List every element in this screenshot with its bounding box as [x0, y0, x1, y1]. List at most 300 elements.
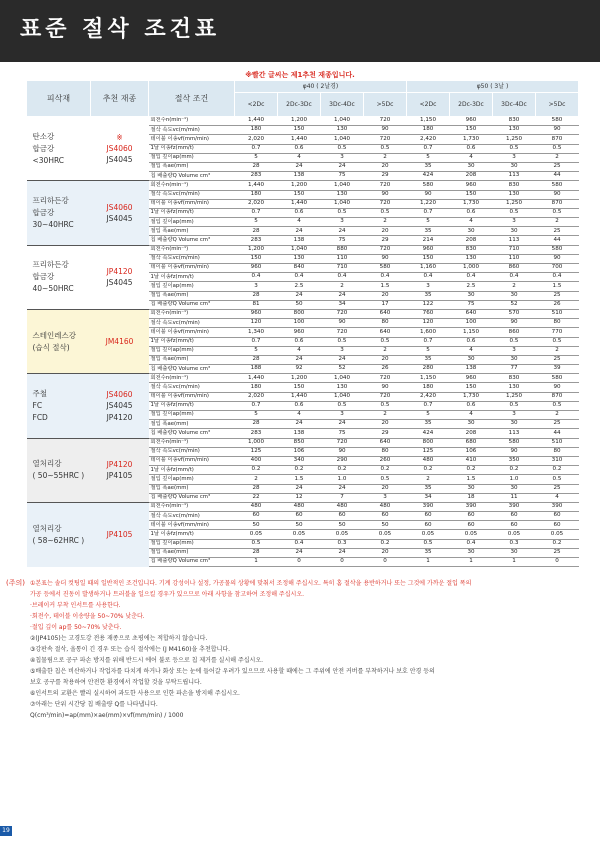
value-cell: 0.5 [536, 401, 579, 410]
condition-label: 절입 폭ae(mm) [149, 355, 235, 364]
note-5: ⑤배출한 칩은 비산하거나 작업자를 다치게 하거나 화상 또는 눈에 들어갈 우려가 있으므로 사용할 때에는 그 주위에 안전 커버를 부착하거나 보호 안경 등의 [30, 668, 435, 675]
grade-label: JS4045 [106, 213, 133, 223]
value-cell: 510 [536, 309, 579, 318]
value-cell: 580 [536, 374, 579, 383]
page-title: 표준 절삭 조건표 [20, 17, 221, 42]
value-cell: 180 [235, 126, 278, 135]
value-cell: 60 [407, 512, 450, 521]
condition-label: 절입 깊이ap(mm) [149, 282, 235, 291]
material-label: 프리하든강 [32, 260, 69, 270]
condition-label: 1날 이송fz(mm/t) [149, 208, 235, 217]
value-cell: 130 [321, 383, 364, 392]
value-cell: 60 [321, 512, 364, 521]
value-cell: 30 [450, 291, 493, 300]
table-row [27, 245, 579, 254]
condition-label: 1날 이송fz(mm/t) [149, 337, 235, 346]
value-cell: 120 [407, 319, 450, 328]
value-cell: 52 [493, 300, 536, 309]
value-cell: 90 [321, 447, 364, 456]
value-cell: 1,440 [235, 374, 278, 383]
value-cell: 30 [493, 548, 536, 557]
value-cell: 60 [493, 521, 536, 530]
material-label: 합금강 [32, 272, 55, 282]
value-cell: 30 [493, 291, 536, 300]
header-col-0: <2Dc [235, 93, 278, 117]
value-cell: 80 [364, 447, 407, 456]
header-grade: 추천 재종 [91, 81, 149, 117]
value-cell: 5 [407, 153, 450, 162]
value-cell: 130 [493, 383, 536, 392]
value-cell: 0.5 [321, 208, 364, 217]
value-cell: 130 [493, 126, 536, 135]
value-cell: 720 [321, 328, 364, 337]
value-cell: 870 [536, 135, 579, 144]
value-cell: 0.5 [321, 401, 364, 410]
material-cell [27, 502, 91, 566]
value-cell: 960 [407, 245, 450, 254]
value-cell: 214 [407, 236, 450, 245]
value-cell: 2,420 [407, 392, 450, 401]
value-cell: 24 [278, 420, 321, 429]
value-cell: 28 [235, 291, 278, 300]
header-bar [0, 0, 600, 62]
value-cell: 570 [493, 309, 536, 318]
value-cell: 0.5 [364, 475, 407, 484]
value-cell: 0.7 [235, 208, 278, 217]
value-cell: 480 [407, 456, 450, 465]
value-cell: 310 [536, 456, 579, 465]
value-cell: 1,040 [278, 245, 321, 254]
value-cell: 1,440 [235, 117, 278, 126]
value-cell: 80 [536, 447, 579, 456]
value-cell: 1,160 [407, 264, 450, 273]
condition-label: 절입 폭ae(mm) [149, 420, 235, 429]
value-cell: 60 [493, 512, 536, 521]
value-cell: 35 [407, 227, 450, 236]
value-cell: 3 [321, 218, 364, 227]
value-cell: 150 [450, 126, 493, 135]
value-cell: 44 [536, 236, 579, 245]
material-label: 합금강 [32, 143, 55, 153]
value-cell: 25 [536, 355, 579, 364]
condition-label: 절입 폭ae(mm) [149, 291, 235, 300]
value-cell: 2 [235, 475, 278, 484]
value-cell: 640 [364, 328, 407, 337]
value-cell: 960 [450, 374, 493, 383]
value-cell: 0.5 [364, 144, 407, 153]
header-col-5: 2Dc-3Dc [450, 93, 493, 117]
value-cell: 5 [235, 346, 278, 355]
value-cell: 28 [235, 227, 278, 236]
value-cell: 60 [278, 512, 321, 521]
value-cell: 0.6 [450, 337, 493, 346]
condition-label: 절입 깊이ap(mm) [149, 346, 235, 355]
material-label: ( 58~62HRC ) [32, 535, 85, 545]
value-cell: 720 [364, 117, 407, 126]
header-condition: 절삭 조건 [149, 81, 235, 117]
value-cell: 24 [278, 162, 321, 171]
value-cell: 2 [364, 153, 407, 162]
value-cell: 106 [450, 447, 493, 456]
value-cell: 960 [450, 117, 493, 126]
value-cell: 25 [536, 484, 579, 493]
value-cell: 150 [450, 190, 493, 199]
value-cell: 3 [321, 411, 364, 420]
header-diameter-40: φ40 ( 2날경) [235, 81, 407, 93]
value-cell: 11 [493, 493, 536, 502]
value-cell: 50 [364, 521, 407, 530]
condition-label: 절삭 속도vc(m/min) [149, 254, 235, 263]
value-cell: 0.05 [364, 530, 407, 539]
value-cell: 180 [235, 383, 278, 392]
value-cell: 130 [278, 254, 321, 263]
value-cell: 640 [450, 309, 493, 318]
table-row [27, 374, 579, 383]
condition-label: 회전수n(min⁻¹) [149, 502, 235, 511]
value-cell: 150 [278, 126, 321, 135]
value-cell: 2,420 [407, 135, 450, 144]
value-cell: 720 [364, 199, 407, 208]
material-label: FC [32, 400, 43, 410]
header-material: 피삭재 [27, 81, 91, 117]
value-cell: 0.5 [407, 539, 450, 548]
value-cell: 0.6 [278, 401, 321, 410]
value-cell: 0.4 [493, 273, 536, 282]
value-cell: 0.05 [450, 530, 493, 539]
condition-label: 회전수n(min⁻¹) [149, 181, 235, 190]
value-cell: 1,040 [321, 392, 364, 401]
condition-label: 절삭 속도vc(m/min) [149, 190, 235, 199]
value-cell: 340 [278, 456, 321, 465]
note-5b: 보호 공구를 착용하여 안전한 환경에서 작업할 것을 부탁드립니다. [30, 679, 202, 686]
header-col-2: 3Dc-4Dc [321, 93, 364, 117]
header-diameter-50: φ50 ( 3날 ) [407, 81, 579, 93]
value-cell: 1,250 [493, 199, 536, 208]
value-cell: 0.2 [321, 466, 364, 475]
value-cell: 3 [321, 346, 364, 355]
condition-label: 1날 이송fz(mm/t) [149, 530, 235, 539]
value-cell: 35 [407, 291, 450, 300]
header-col-6: 3Dc-4Dc [493, 93, 536, 117]
value-cell: 0.05 [536, 530, 579, 539]
grade-label: ※ [116, 132, 123, 142]
grade-label: JS4060 [106, 202, 133, 212]
value-cell: 25 [536, 548, 579, 557]
header-col-1: 2Dc-3Dc [278, 93, 321, 117]
value-cell: 24 [321, 162, 364, 171]
value-cell: 960 [450, 181, 493, 190]
value-cell: 150 [450, 383, 493, 392]
value-cell: 5 [235, 218, 278, 227]
value-cell: 480 [364, 502, 407, 511]
value-cell: 30 [493, 484, 536, 493]
value-cell: 4 [536, 493, 579, 502]
value-cell: 100 [450, 319, 493, 328]
value-cell: 90 [364, 126, 407, 135]
value-cell: 30 [493, 355, 536, 364]
value-cell: 30 [450, 548, 493, 557]
value-cell: 2 [321, 282, 364, 291]
value-cell: 90 [536, 126, 579, 135]
value-cell: 60 [235, 512, 278, 521]
value-cell: 0.2 [450, 466, 493, 475]
condition-label: 절입 깊이ap(mm) [149, 411, 235, 420]
value-cell: 20 [364, 484, 407, 493]
value-cell: 0 [278, 558, 321, 567]
material-label: 합금강 [32, 207, 55, 217]
material-label: 탄소강 [32, 131, 55, 141]
condition-label: 1날 이송fz(mm/t) [149, 401, 235, 410]
value-cell: 138 [278, 172, 321, 181]
value-cell: 90 [321, 319, 364, 328]
value-cell: 580 [407, 181, 450, 190]
value-cell: 0.4 [450, 539, 493, 548]
value-cell: 0.6 [278, 208, 321, 217]
value-cell: 860 [493, 264, 536, 273]
value-cell: 0.5 [493, 144, 536, 153]
value-cell: 4 [450, 218, 493, 227]
value-cell: 30 [493, 162, 536, 171]
value-cell: 28 [235, 162, 278, 171]
material-label: 열처리강 [32, 523, 62, 533]
value-cell: 130 [321, 190, 364, 199]
value-cell: 138 [450, 365, 493, 374]
value-cell: 0.4 [278, 539, 321, 548]
condition-label: 칩 배출량Q Volume cm³ [149, 236, 235, 245]
value-cell: 290 [321, 456, 364, 465]
material-label: FCD [32, 412, 48, 422]
header-col-4: <2Dc [407, 93, 450, 117]
value-cell: 1.5 [364, 282, 407, 291]
value-cell: 24 [278, 484, 321, 493]
value-cell: 90 [364, 383, 407, 392]
value-cell: 0.4 [536, 273, 579, 282]
value-cell: 0.7 [407, 337, 450, 346]
material-label: 열처리강 [32, 459, 62, 469]
value-cell: 90 [536, 190, 579, 199]
cutting-conditions-table [26, 80, 579, 567]
value-cell: 52 [321, 365, 364, 374]
value-cell: 25 [536, 420, 579, 429]
condition-label: 절삭 속도vc(m/min) [149, 319, 235, 328]
value-cell: 125 [407, 447, 450, 456]
value-cell: 106 [278, 447, 321, 456]
value-cell: 60 [536, 512, 579, 521]
value-cell: 1,040 [321, 135, 364, 144]
note-2: ②(JP4105)는 고경도강 전용 재종으로 초평에는 적합하지 않습니다. [30, 635, 208, 642]
value-cell: 283 [235, 236, 278, 245]
value-cell: 138 [278, 236, 321, 245]
condition-label: 회전수n(min⁻¹) [149, 374, 235, 383]
value-cell: 34 [407, 493, 450, 502]
material-label: (습식 절삭) [32, 342, 70, 352]
value-cell: 26 [536, 300, 579, 309]
value-cell: 580 [493, 438, 536, 447]
value-cell: 580 [536, 181, 579, 190]
condition-label: 칩 배출량Q Volume cm³ [149, 365, 235, 374]
value-cell: 580 [364, 264, 407, 273]
value-cell: 5 [235, 153, 278, 162]
formula: Q(cm³/min)=ap(mm)×ae(mm)×vf(mm/min) / 1000 [30, 712, 184, 719]
value-cell: 80 [536, 319, 579, 328]
value-cell: 1,000 [235, 438, 278, 447]
table-row [27, 502, 579, 511]
value-cell: 2 [364, 411, 407, 420]
grade-label: JS4060 [106, 144, 133, 154]
value-cell: 130 [321, 126, 364, 135]
condition-label: 1날 이송fz(mm/t) [149, 144, 235, 153]
value-cell: 35 [407, 162, 450, 171]
note-6: ⑥인서트의 교환은 빨리 실시하여 과도한 사용으로 인한 파손을 방지해 주십시오. [30, 690, 240, 697]
value-cell: 710 [321, 264, 364, 273]
value-cell: 81 [235, 300, 278, 309]
condition-label: 절입 폭ae(mm) [149, 484, 235, 493]
value-cell: 60 [364, 512, 407, 521]
value-cell: 1.0 [321, 475, 364, 484]
grade-cell [91, 245, 149, 309]
value-cell: 0.4 [407, 273, 450, 282]
value-cell: 0.6 [278, 337, 321, 346]
grade-label: JP4105 [106, 530, 133, 540]
value-cell: 720 [364, 181, 407, 190]
value-cell: 0 [321, 558, 364, 567]
condition-label: 테이블 이송vf(mm/min) [149, 264, 235, 273]
value-cell: 90 [536, 383, 579, 392]
value-cell: 24 [278, 227, 321, 236]
value-cell: 5 [235, 411, 278, 420]
value-cell: 880 [321, 245, 364, 254]
value-cell: 0.3 [493, 539, 536, 548]
value-cell: 0.5 [536, 337, 579, 346]
value-cell: 2,020 [235, 199, 278, 208]
value-cell: 0.4 [450, 273, 493, 282]
value-cell: 480 [321, 502, 364, 511]
value-cell: 960 [235, 264, 278, 273]
value-cell: 0.05 [235, 530, 278, 539]
value-cell: 90 [536, 254, 579, 263]
value-cell: 20 [364, 227, 407, 236]
value-cell: 3 [364, 493, 407, 502]
value-cell: 44 [536, 172, 579, 181]
material-cell [27, 374, 91, 438]
value-cell: 28 [235, 484, 278, 493]
value-cell: 700 [536, 264, 579, 273]
material-cell [27, 309, 91, 373]
value-cell: 3 [493, 218, 536, 227]
value-cell: 50 [278, 521, 321, 530]
value-cell: 860 [493, 328, 536, 337]
value-cell: 24 [321, 291, 364, 300]
value-cell: 4 [450, 153, 493, 162]
condition-label: 테이블 이송vf(mm/min) [149, 199, 235, 208]
value-cell: 410 [450, 456, 493, 465]
value-cell: 720 [321, 438, 364, 447]
value-cell: 720 [364, 392, 407, 401]
value-cell: 1,600 [407, 328, 450, 337]
condition-label: 절입 깊이ap(mm) [149, 539, 235, 548]
table-row [27, 181, 579, 190]
value-cell: 125 [235, 447, 278, 456]
material-label: 30~40HRC [32, 219, 74, 229]
value-cell: 1,440 [278, 135, 321, 144]
note-1c: ·브레이커 부착 인서트를 사용한다. [30, 602, 121, 609]
value-cell: 7 [321, 493, 364, 502]
value-cell: 113 [493, 236, 536, 245]
value-cell: 0.2 [536, 466, 579, 475]
note-1e: ·절입 깊이 ap를 50~70% 낮춘다. [30, 624, 122, 631]
table-row [27, 438, 579, 447]
grade-cell [91, 181, 149, 245]
value-cell: 4 [450, 346, 493, 355]
value-cell: 390 [536, 502, 579, 511]
value-cell: 1,040 [321, 117, 364, 126]
value-cell: 29 [364, 236, 407, 245]
value-cell: 1,440 [235, 181, 278, 190]
value-cell: 2 [536, 153, 579, 162]
value-cell: 1,040 [321, 181, 364, 190]
value-cell: 5 [407, 411, 450, 420]
value-cell: 2 [493, 282, 536, 291]
value-cell: 3 [493, 153, 536, 162]
value-cell: 0.7 [235, 144, 278, 153]
value-cell: 100 [278, 319, 321, 328]
value-cell: 0.4 [321, 273, 364, 282]
value-cell: 0.5 [493, 401, 536, 410]
table-row [27, 309, 579, 318]
value-cell: 0.4 [235, 273, 278, 282]
grade-label: JS4060 [106, 390, 133, 400]
value-cell: 208 [450, 236, 493, 245]
value-cell: 50 [321, 521, 364, 530]
value-cell: 720 [321, 309, 364, 318]
value-cell: 480 [235, 502, 278, 511]
value-cell: 110 [321, 254, 364, 263]
material-label: ( 50~55HRC ) [32, 471, 85, 481]
value-cell: 0.5 [536, 144, 579, 153]
value-cell: 0.7 [235, 337, 278, 346]
value-cell: 208 [450, 429, 493, 438]
condition-label: 칩 배출량Q Volume cm³ [149, 493, 235, 502]
value-cell: 1.5 [536, 282, 579, 291]
header-col-7: >5Dc [536, 93, 579, 117]
value-cell: 720 [364, 135, 407, 144]
value-cell: 30 [450, 420, 493, 429]
value-cell: 580 [536, 245, 579, 254]
value-cell: 30 [450, 355, 493, 364]
value-cell: 1,250 [493, 392, 536, 401]
value-cell: 39 [536, 365, 579, 374]
material-label: <30HRC [32, 155, 65, 165]
value-cell: 92 [278, 365, 321, 374]
value-cell: 640 [364, 438, 407, 447]
table-row [27, 117, 579, 126]
condition-label: 칩 배출량Q Volume cm³ [149, 558, 235, 567]
condition-label: 절삭 속도vc(m/min) [149, 512, 235, 521]
value-cell: 130 [450, 254, 493, 263]
value-cell: 1,220 [407, 199, 450, 208]
material-label: 스테인레스강 [32, 330, 76, 340]
value-cell: 188 [235, 365, 278, 374]
value-cell: 4 [450, 411, 493, 420]
value-cell: 830 [493, 117, 536, 126]
value-cell: 0.5 [493, 208, 536, 217]
note-1b: 가공 등에서 진동이 발생하거나 트러블을 일으킬 경우가 있으므로 아래 사항을 참고하여 조정해 주십시오. [30, 591, 305, 598]
value-cell: 1 [450, 558, 493, 567]
value-cell: 1,730 [450, 135, 493, 144]
value-cell: 1,200 [278, 181, 321, 190]
grade-label: JP4105 [106, 471, 133, 481]
condition-label: 절입 깊이ap(mm) [149, 153, 235, 162]
